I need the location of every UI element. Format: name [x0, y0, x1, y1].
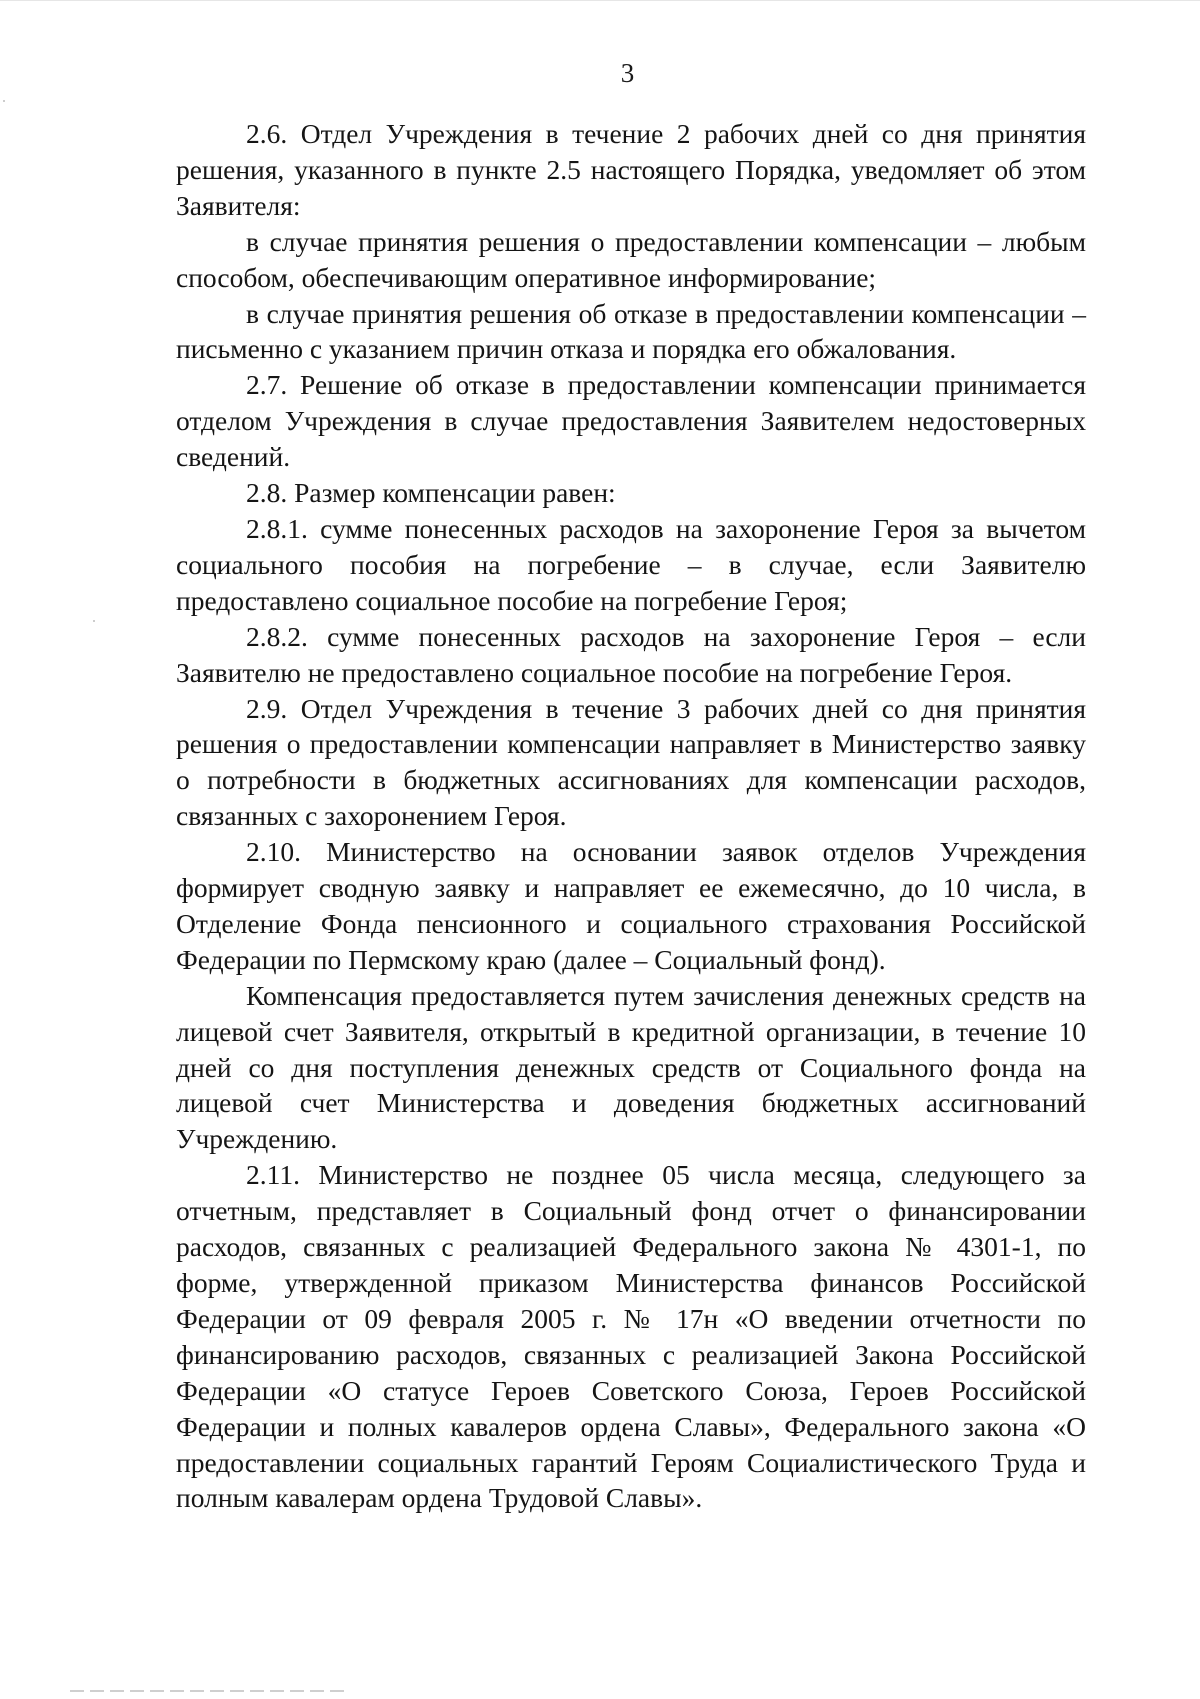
paragraph-2-6-case-granted: в случае принятия решения о предоставлении компенсации – любым способом, обеспечивающим оперативное информирование;: [176, 225, 1086, 293]
document-body: [176, 116, 1086, 1516]
paragraph-2-10: 2.10. Министерство на основании заявок отделов Учреждения формирует сводную заявку и направляет ее ежемесячно, до 10 числа, в Отделение Фонда пенсионного и социального страхования Российской Федерации по Пермскому краю (далее – Социальный фонд).: [176, 836, 1086, 975]
scan-speck: [3, 100, 5, 102]
paragraph-2-11: 2.11. Министерство не позднее 05 числа месяца, следующего за отчетным, представляет в Социальный фонд отчет о финансировании расходов, связанных с реализацией Федерального закона № 4301-1, по форме, утвержденной приказом Министерства финансов Российской Федерации от 09 февраля 2005 г. № 17н «О введении отчетности по финансированию расходов, связанных с реализацией Закона Российской Федерации «О статусе Героев Советского Союза, Героев Российской Федерации и полных кавалеров ордена Славы», Федерального закона «О предоставлении социальных гарантий Героям Социалистического Труда и полным кавалерам ордена Трудовой Славы».: [176, 1159, 1086, 1514]
scan-top-edge: [0, 0, 1200, 1]
paragraph-compensation: Компенсация предоставляется путем зачисления денежных средств на лицевой счет Заявителя, открытый в кредитной организации, в течение 10 дней со дня поступления денежных средств от Социального фонда на лицевой счет Министерства и доведения бюджетных ассигнований Учреждению.: [176, 979, 1086, 1155]
page-number: 3: [620, 58, 635, 88]
paragraph-2-6: 2.6. Отдел Учреждения в течение 2 рабочих дней со дня принятия решения, указанного в пункте 2.5 настоящего Порядка, уведомляет об этом Заявителя:: [176, 118, 1086, 221]
paragraph-2-9: 2.9. Отдел Учреждения в течение 3 рабочих дней со дня принятия решения о предоставлении компенсации направляет в Министерство заявку о потребности в бюджетных ассигнованиях для компенсации расходов, связанных с захоронением Героя.: [176, 692, 1086, 832]
paragraph-2-8-2: 2.8.2. сумме понесенных расходов на захоронение Героя – если Заявителю не предоставлено социальное пособие на погребение Героя.: [176, 620, 1086, 688]
paragraph-2-7: 2.7. Решение об отказе в предоставлении компенсации принимается отделом Учреждения в случае предоставления Заявителем недостоверных сведений.: [176, 369, 1086, 473]
paragraph-2-8-1: 2.8.1. сумме понесенных расходов на захоронение Героя за вычетом социального пособия на погребение – в случае, если Заявителю предоставлено социальное пособие на погребение Героя;: [176, 512, 1086, 616]
scan-speck: [93, 620, 95, 622]
paragraph-2-6-case-refused: в случае принятия решения об отказе в предоставлении компенсации – письменно с указанием причин отказа и порядка его обжалования.: [176, 297, 1086, 365]
paragraph-2-8: 2.8. Размер компенсации равен:: [246, 477, 616, 509]
scan-bottom-edge: [70, 1690, 350, 1692]
